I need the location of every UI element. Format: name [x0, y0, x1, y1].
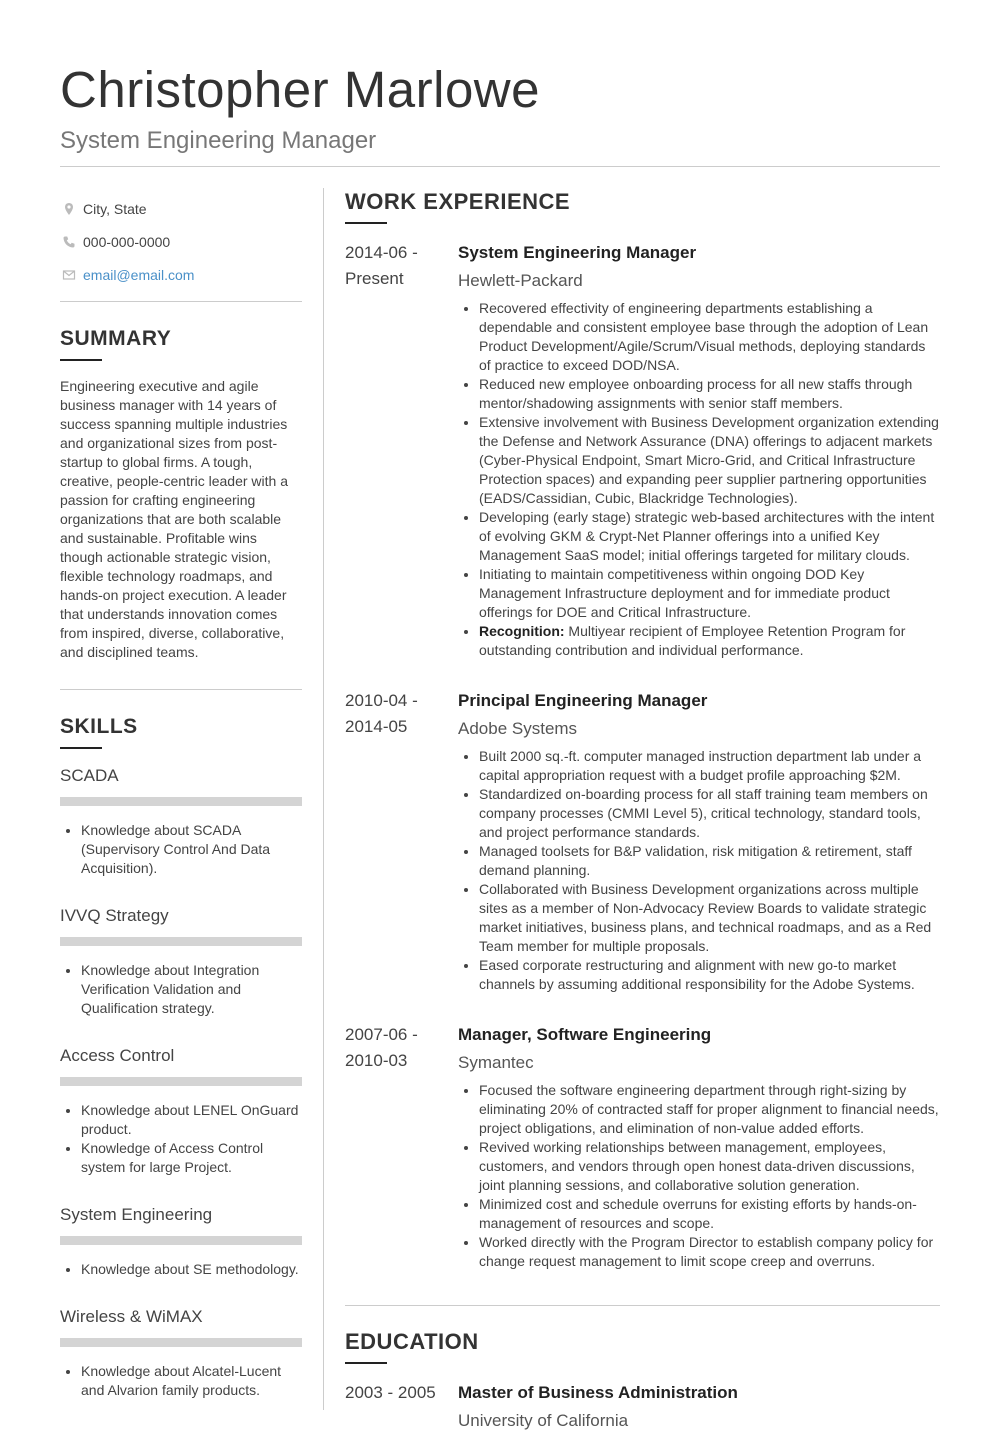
email-link[interactable]: email@email.com — [83, 266, 195, 283]
skill-item — [60, 1305, 302, 1400]
job-bullet: • Recovered effectivity of engineering departments establishing a dependable and consistent employee base through the adoption of Lean Product Development/Agile/Scrum/Visual methods, deploying standards of practice to exceed DOD/NSA. — [479, 299, 940, 375]
job-bullet: • Revived working relationships between management, employees, customers, and vendors through open honest data-driven discussions, joint planning sessions, and collaborative solution generation. — [479, 1138, 940, 1195]
main-column — [345, 188, 940, 1434]
job-bullet — [479, 622, 940, 660]
job-bullets — [458, 1081, 940, 1271]
person-name: Christopher Marlowe — [60, 61, 541, 118]
contact-location — [60, 192, 302, 225]
education-school: University of California — [458, 1411, 629, 1430]
job-entry — [345, 688, 940, 994]
job-date-end: 2014-05 — [345, 717, 408, 736]
summary-heading-bar — [60, 359, 102, 361]
sidebar — [60, 192, 302, 1400]
job-bullet: • Minimized cost and schedule overruns for existing efforts by hands-on-management of resources and scope. — [479, 1195, 940, 1233]
job-role: Manager, Software Engineering — [458, 1025, 712, 1044]
job-bullet: • Extensive involvement with Business Development organization extending the Defense and Network Assurance (DNA) offerings to adjacent markets (Cyber-Physical Endpoint, Smart Micro-Grid, and Critical Infrastructure Protection spaces) and expanding peer supplier partnering opportunities (EADS/Cassidian, Cubic, Blackridge Technologies). — [479, 413, 940, 508]
skill-level-bar — [60, 797, 302, 806]
education-section — [345, 1328, 940, 1434]
skills-heading: SKILLS — [60, 715, 138, 738]
recognition-text: Multiyear recipient of Employee Retention Program for outstanding contribution and individual performance. — [479, 623, 906, 658]
education-dates: 2003 - 2005 — [345, 1383, 436, 1402]
skills-section — [60, 713, 302, 1400]
skill-note: • Knowledge about Alcatel-Lucent and Alvarion family products. — [81, 1362, 302, 1400]
skill-name: SCADA — [60, 766, 119, 785]
skill-item — [60, 1203, 302, 1279]
job-role: System Engineering Manager — [458, 243, 697, 262]
job-company: Hewlett-Packard — [458, 271, 583, 290]
job-bullet: • Standardized on-boarding process for all staff training team members on company processes (CMMI Level 5), critical technology, standard tools, and project performance standards. — [479, 785, 940, 842]
job-bullet: • Managed toolsets for B&P validation, risk mitigation & retirement, staff demand planning. — [479, 842, 940, 880]
section-divider — [345, 1305, 940, 1306]
job-entry — [345, 1022, 940, 1271]
job-date-start: 2014-06 - — [345, 243, 418, 262]
skill-level-bar — [60, 1236, 302, 1245]
phone-icon — [62, 235, 76, 249]
skill-notes — [60, 1101, 302, 1177]
skill-name: Wireless & WiMAX — [60, 1307, 203, 1326]
experience-heading-bar — [345, 222, 387, 224]
job-date-end: 2010-03 — [345, 1051, 408, 1070]
skill-name: System Engineering — [60, 1205, 213, 1224]
skill-note: • Knowledge about SCADA (Supervisory Control And Data Acquisition). — [81, 821, 302, 878]
summary-text: Engineering executive and agile business manager with 14 years of success spanning multiple industries and organizational sizes from post-startup to global firms. A tough, creative, people-centric leader with a passion for crafting engineering organizations that are both scalable and sustainable. Profitable wins though actionable strategic vision, flexible technology roadmaps, and hands-on project execution. A leader that understands innovation comes from inspired, diverse, collaborative, and disciplined teams. — [60, 378, 289, 660]
location-text: City, State — [83, 200, 147, 217]
skill-note: • Knowledge about SE methodology. — [81, 1260, 302, 1279]
skill-item — [60, 1044, 302, 1177]
job-bullets — [458, 747, 940, 994]
skill-notes — [60, 1260, 302, 1279]
sidebar-divider — [60, 689, 302, 690]
header-divider — [60, 166, 940, 167]
envelope-icon — [62, 268, 76, 282]
sidebar-divider — [60, 301, 302, 302]
skill-item — [60, 764, 302, 878]
job-dates — [345, 240, 458, 660]
education-heading: EDUCATION — [345, 1329, 479, 1354]
skill-name: Access Control — [60, 1046, 175, 1065]
contact-phone — [60, 225, 302, 258]
skill-level-bar — [60, 1077, 302, 1086]
summary-section — [60, 325, 302, 662]
skill-note: • Knowledge about LENEL OnGuard product. — [81, 1101, 302, 1139]
job-dates — [345, 1022, 458, 1271]
job-bullet: • Initiating to maintain competitiveness within ongoing DOD Key Management Infrastructure deployment and for immediate product offerings for DOE and Critical Infrastructure. — [479, 565, 940, 622]
job-bullet: • Worked directly with the Program Director to establish company policy for change request management to limit scope creep and overruns. — [479, 1233, 940, 1271]
job-dates — [345, 688, 458, 994]
job-role: Principal Engineering Manager — [458, 691, 708, 710]
job-company: Adobe Systems — [458, 719, 578, 738]
job-details — [458, 240, 940, 660]
skill-notes — [60, 961, 302, 1018]
job-bullet: • Built 2000 sq.-ft. computer managed instruction department lab under a capital appropriation request with a budget profile approaching $2M. — [479, 747, 940, 785]
job-bullet: • Collaborated with Business Development organizations across multiple sites as a member of Non-Advocacy Review Boards to validate strategic market initiatives, business plans, and technical roadmaps, and as a Red Team member for multiple proposals. — [479, 880, 940, 956]
job-bullet: • Focused the software engineering department through right-sizing by eliminating 20% of contracted staff for proper alignment to financial needs, project obligations, and elimination of non-value added efforts. — [479, 1081, 940, 1138]
phone-text: 000-000-0000 — [83, 233, 171, 250]
skill-level-bar — [60, 937, 302, 946]
resume-header — [60, 58, 940, 156]
skill-note: • Knowledge about Integration Verification Validation and Qualification strategy. — [81, 961, 302, 1018]
skill-notes — [60, 821, 302, 878]
job-date-start: 2007-06 - — [345, 1025, 418, 1044]
education-details — [458, 1380, 940, 1434]
skill-note: • Knowledge of Access Control system for large Project. — [81, 1139, 302, 1177]
education-heading-bar — [345, 1362, 387, 1364]
job-entry — [345, 240, 940, 660]
job-bullet: • Developing (early stage) strategic web-based architectures with the intent of evolving GKM & Crypt-Net Planner offerings into a unified Key Management SaaS model; initial offerings targeted for military clouds. — [479, 508, 940, 565]
contact-email[interactable] — [60, 258, 302, 291]
skill-item — [60, 904, 302, 1018]
skill-name: IVVQ Strategy — [60, 906, 169, 925]
education-entry — [345, 1380, 940, 1434]
job-date-start: 2010-04 - — [345, 691, 418, 710]
job-details — [458, 688, 940, 994]
location-pin-icon — [62, 202, 76, 216]
job-company: Symantec — [458, 1053, 534, 1072]
job-bullet: • Reduced new employee onboarding process for all new staffs through mentor/shadowing assignments with senior staff members. — [479, 375, 940, 413]
job-date-end: Present — [345, 269, 404, 288]
skill-level-bar — [60, 1338, 302, 1347]
experience-heading: WORK EXPERIENCE — [345, 189, 571, 214]
recognition-label: Recognition: — [479, 623, 565, 639]
skill-notes — [60, 1362, 302, 1400]
job-title: System Engineering Manager — [60, 127, 377, 154]
job-bullet: • Eased corporate restructuring and alignment with new go-to market channels by assuming additional responsibility for the Adobe Systems. — [479, 956, 940, 994]
job-bullets — [458, 299, 940, 660]
job-details — [458, 1022, 940, 1271]
summary-heading: SUMMARY — [60, 327, 172, 350]
column-divider — [323, 188, 324, 1410]
skills-heading-bar — [60, 747, 102, 749]
education-degree: Master of Business Administration — [458, 1383, 738, 1402]
